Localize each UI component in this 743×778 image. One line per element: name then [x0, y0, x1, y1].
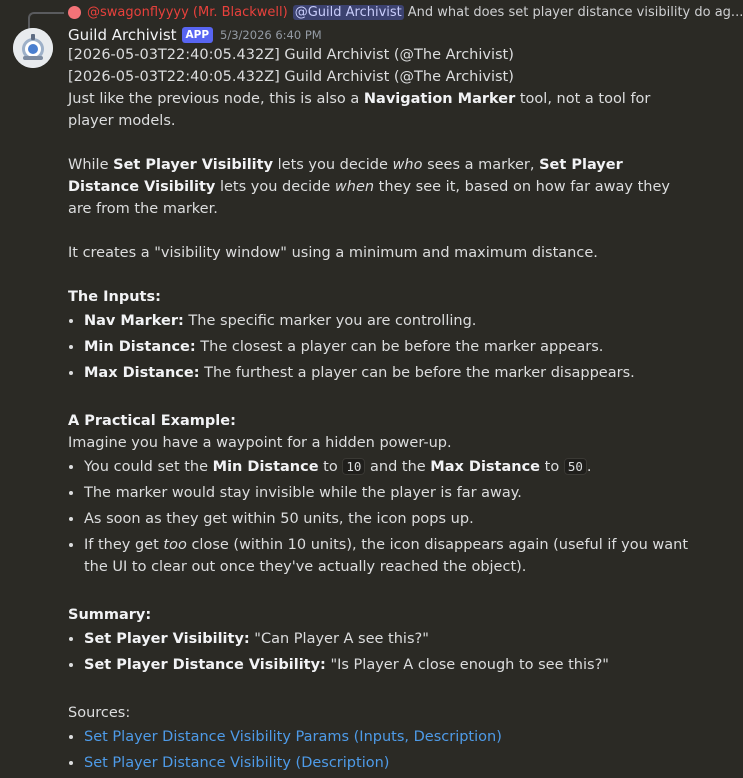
example-list — [68, 456, 696, 578]
bold-text: Max Distance: — [84, 365, 200, 381]
list-item — [84, 654, 696, 676]
list-item — [84, 726, 696, 748]
log-line: [2026-05-03T22:40:05.432Z] Guild Archivist (@The Archivist) — [68, 69, 514, 85]
list-item: • As soon as they get within 50 units, the icon pops up. — [84, 508, 696, 530]
bold-text: Min Distance: — [84, 339, 196, 355]
text: to — [318, 459, 343, 475]
text: "Can Player A see this?" — [249, 631, 429, 647]
reply-preview[interactable] — [68, 3, 743, 21]
source-link[interactable]: Set Player Distance Visibility Params (Inputs, Description) — [84, 729, 502, 745]
list-item — [84, 362, 696, 384]
text: close (within 10 units), the icon disappears again (useful if you want the UI to clear out once they've actually reached the object). — [84, 537, 688, 575]
author-username[interactable]: Guild Archivist — [68, 26, 177, 44]
text: The specific marker you are controlling. — [183, 313, 477, 329]
list-item: • The marker would stay invisible while the player is far away. — [84, 482, 696, 504]
source-link[interactable]: Set Player Distance Visibility (Description) — [84, 755, 390, 771]
text: The closest a player can be before the marker appears. — [195, 339, 604, 355]
section-heading — [68, 286, 696, 308]
inline-code: 10 — [342, 458, 365, 475]
paragraph: Imagine you have a waypoint for a hidden power-up. — [68, 435, 452, 451]
bold-text: Navigation Marker — [363, 91, 516, 107]
bot-avatar-icon — [13, 28, 53, 68]
text: The furthest a player can be before the marker disappears. — [199, 365, 635, 381]
bold-text: Set Player Distance Visibility — [68, 157, 623, 195]
bold-text: Max Distance — [430, 459, 541, 475]
text: . — [586, 459, 592, 475]
inputs-list — [68, 310, 696, 384]
bold-text: The Inputs: — [68, 289, 161, 305]
text: While — [68, 157, 114, 173]
text: lets you decide — [215, 179, 335, 195]
reply-username[interactable]: @swagonflyyyy (Mr. Blackwell) — [87, 4, 288, 20]
inline-code: 50 — [564, 458, 587, 475]
text: "Is Player A close enough to see this?" — [325, 657, 609, 673]
list-item — [84, 752, 696, 774]
text: to — [540, 459, 564, 475]
message-content — [68, 44, 696, 778]
bold-text: Summary: — [68, 607, 152, 623]
message-timestamp[interactable]: 5/3/2026 6:40 PM — [220, 28, 322, 42]
italic-text: who — [392, 157, 423, 173]
paragraph — [68, 154, 696, 220]
text: tool, not a tool for player models. — [68, 91, 651, 129]
text: and the — [365, 459, 431, 475]
log-line: [2026-05-03T22:40:05.432Z] Guild Archivist (@The Archivist) — [68, 47, 514, 63]
text: lets you decide — [273, 157, 393, 173]
list-item — [84, 534, 696, 578]
text: If they get — [84, 537, 164, 553]
text: Just like the previous node, this is also a — [68, 91, 364, 107]
sources-list — [68, 726, 696, 774]
list-item — [84, 628, 696, 650]
app-badge: APP — [182, 27, 214, 43]
summary-list — [68, 628, 696, 676]
list-item — [84, 310, 696, 332]
bold-text: Set Player Visibility: — [84, 631, 250, 647]
message-header — [68, 25, 322, 45]
bold-text: A Practical Example: — [68, 413, 236, 429]
paragraph: It creates a "visibility window" using a minimum and maximum distance. — [68, 245, 598, 261]
reply-avatar[interactable] — [68, 6, 81, 19]
section-heading — [68, 410, 696, 432]
section-heading — [68, 604, 696, 626]
bold-text: Nav Marker: — [84, 313, 184, 329]
italic-text: when — [334, 179, 375, 195]
bold-text: Set Player Distance Visibility: — [84, 657, 326, 673]
sources-heading: Sources: — [68, 705, 131, 721]
text: they see it, based on how far away they are from the marker. — [68, 179, 670, 217]
avatar[interactable] — [13, 28, 53, 68]
text: You could set the — [84, 459, 213, 475]
bold-text: Min Distance — [212, 459, 319, 475]
reply-text[interactable]: And what does set player distance visibility do ag... — [407, 4, 743, 20]
italic-text: too — [163, 537, 187, 553]
reply-mention[interactable]: @Guild Archivist — [294, 4, 402, 20]
bold-text: Set Player Visibility — [113, 157, 274, 173]
list-item — [84, 456, 696, 478]
list-item — [84, 336, 696, 358]
intro-paragraph — [68, 88, 696, 132]
text: sees a marker, — [422, 157, 540, 173]
